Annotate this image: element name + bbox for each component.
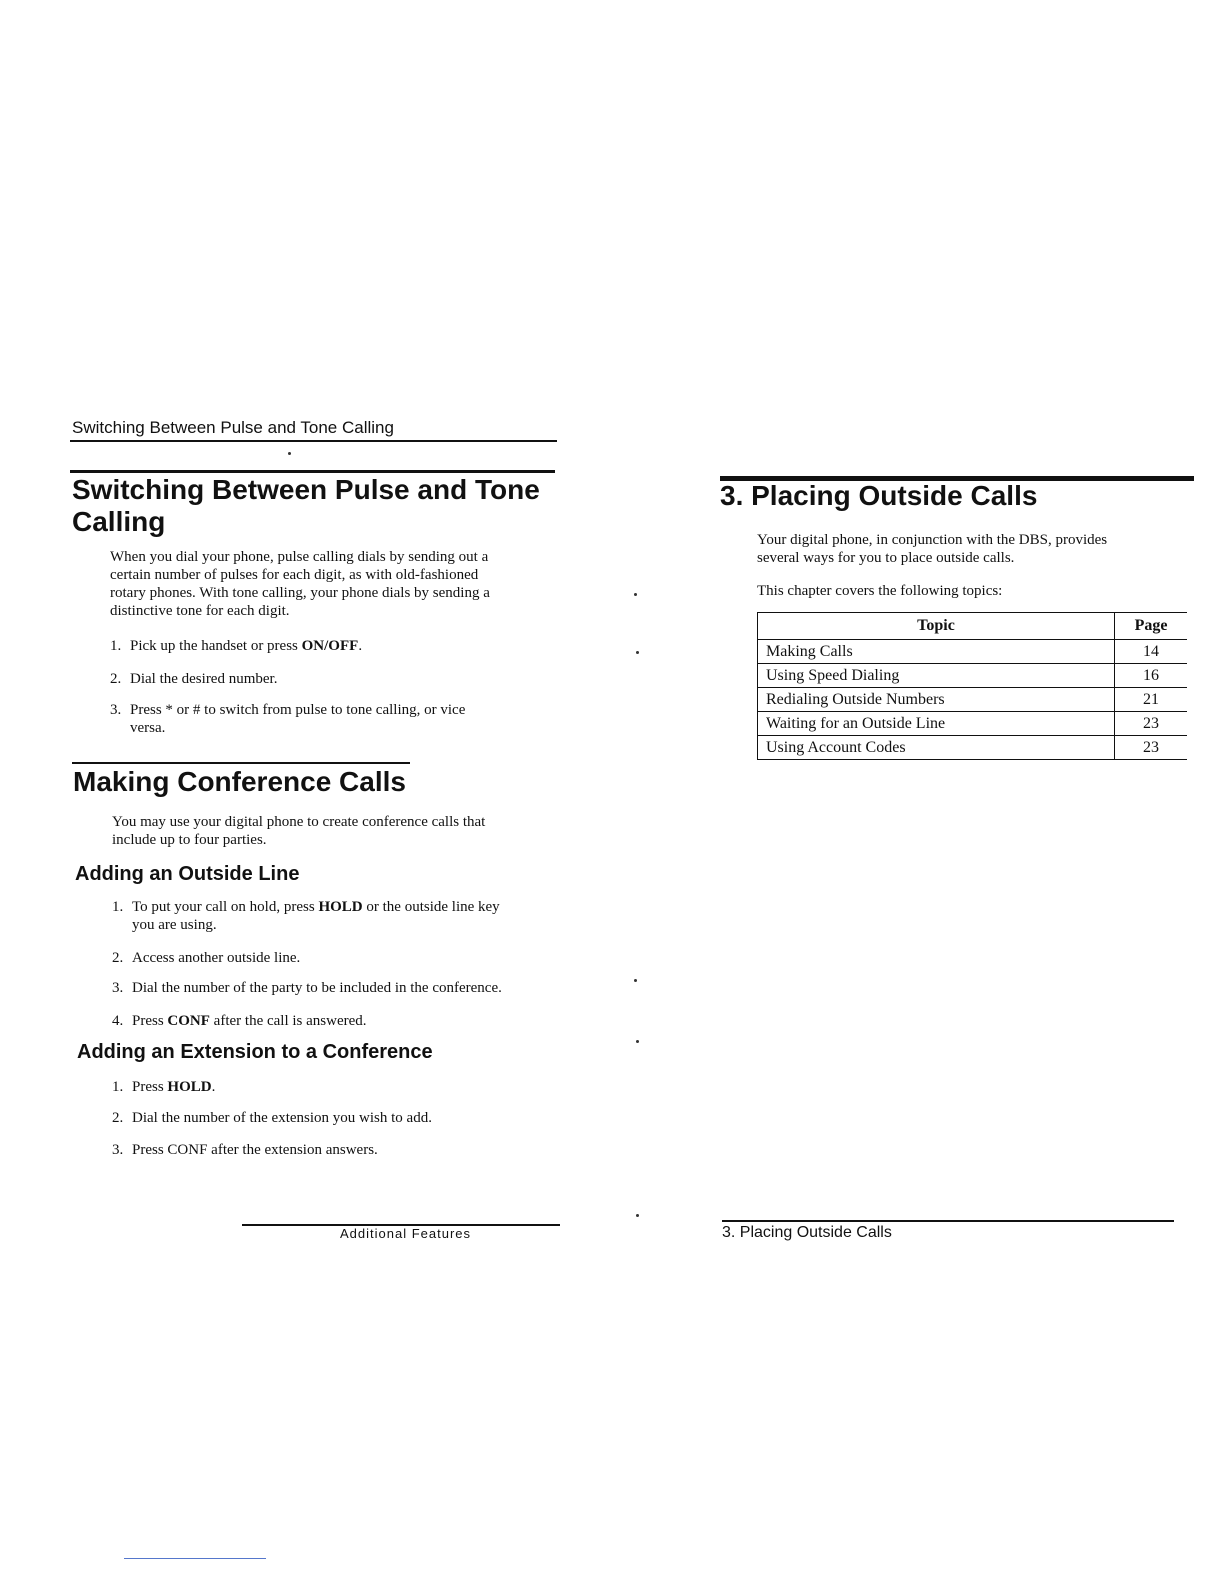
list-item: 2. Dial the number of the extension you wish to add. bbox=[112, 1110, 432, 1126]
section-rule bbox=[72, 762, 410, 764]
list-item: 2. Access another outside line. bbox=[112, 950, 301, 966]
section-title-pulse-tone: Switching Between Pulse and Tone Calling bbox=[72, 474, 540, 537]
subsection-title-extension: Adding an Extension to a Conference bbox=[77, 1041, 433, 1063]
table-row bbox=[758, 664, 1188, 688]
list-item: 1. Press HOLD. bbox=[112, 1079, 216, 1095]
page-cell: 23 bbox=[1115, 712, 1188, 736]
subsection-title-outside-line: Adding an Outside Line bbox=[75, 863, 300, 885]
header-topic: Topic bbox=[758, 613, 1115, 640]
footer-right: 3. Placing Outside Calls bbox=[722, 1224, 892, 1241]
scan-speck bbox=[634, 979, 637, 982]
page-cell: 23 bbox=[1115, 736, 1188, 760]
chapter-title: 3. Placing Outside Calls bbox=[720, 480, 1038, 511]
page-cell: 21 bbox=[1115, 688, 1188, 712]
chapter-covers: This chapter covers the following topics: bbox=[757, 583, 1003, 599]
scan-speck bbox=[636, 1214, 639, 1217]
table-row bbox=[758, 640, 1188, 664]
pulse-tone-paragraph: When you dial your phone, pulse calling dials by sending out a certain number of pulses for each digit, as with old-fashioned rotary phones. With tone calling, your phone dials by sending a distinctive tone for each digit. bbox=[110, 549, 490, 619]
page-cell: 16 bbox=[1115, 664, 1188, 688]
scan-speck bbox=[636, 651, 639, 654]
topic-cell: Redialing Outside Numbers bbox=[758, 688, 1115, 712]
section-rule bbox=[70, 470, 555, 473]
header-page: Page bbox=[1115, 613, 1188, 640]
topic-cell: Using Account Codes bbox=[758, 736, 1115, 760]
section-title-conference: Making Conference Calls bbox=[73, 766, 406, 797]
page-cell: 14 bbox=[1115, 640, 1188, 664]
scan-speck bbox=[634, 593, 637, 596]
topic-cell: Waiting for an Outside Line bbox=[758, 712, 1115, 736]
list-item: 4. Press CONF after the call is answered. bbox=[112, 1013, 367, 1029]
blue-line bbox=[124, 1558, 266, 1559]
footer-rule bbox=[722, 1220, 1174, 1222]
list-item: 3. Press CONF after the extension answers. bbox=[112, 1142, 378, 1158]
topics-table bbox=[757, 612, 1187, 760]
scan-speck bbox=[288, 452, 291, 455]
footer-left: Additional Features bbox=[340, 1226, 472, 1241]
table-row bbox=[758, 688, 1188, 712]
table-header-row bbox=[758, 613, 1188, 640]
scan-speck bbox=[636, 1040, 639, 1043]
running-head-rule bbox=[70, 440, 557, 442]
list-item: 1. To put your call on hold, press HOLD or the outside line key you are using. bbox=[112, 899, 500, 933]
list-item: 1. Pick up the handset or press ON/OFF. bbox=[110, 638, 363, 654]
list-item: 3. Press * or # to switch from pulse to tone calling, or vice versa. bbox=[110, 702, 466, 736]
list-item: 2. Dial the desired number. bbox=[110, 671, 278, 687]
topic-cell: Using Speed Dialing bbox=[758, 664, 1115, 688]
topic-cell: Making Calls bbox=[758, 640, 1115, 664]
running-head: Switching Between Pulse and Tone Calling bbox=[72, 418, 394, 437]
conference-paragraph: You may use your digital phone to create conference calls that include up to four parties. bbox=[112, 814, 486, 848]
chapter-intro: Your digital phone, in conjunction with the DBS, provides several ways for you to place outside calls. bbox=[757, 532, 1108, 566]
table-row bbox=[758, 736, 1188, 760]
list-item: 3. Dial the number of the party to be included in the conference. bbox=[112, 980, 502, 996]
table-row bbox=[758, 712, 1188, 736]
